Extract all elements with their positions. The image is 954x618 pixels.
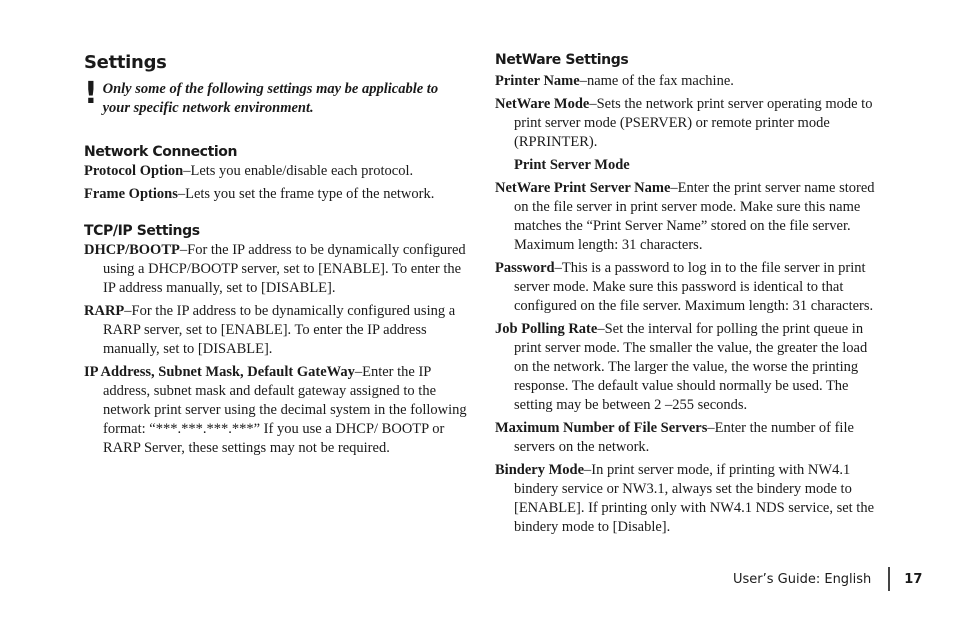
page-title: Settings [84, 52, 167, 73]
entry-rarp: RARP–For the IP address to be dynamically configured using a RARP server, set to [ENABLE]. To enter the IP address manually, set to [DISABLE]. [84, 303, 456, 357]
tcpip-heading: TCP/IP Settings [84, 223, 200, 239]
entry-netware-mode: NetWare Mode–Sets the network print server operating mode to print server mode (PSERVER) or remote printer mode (RPRINTER). [495, 96, 873, 150]
right-column [495, 52, 885, 541]
entry-max-file-servers: Maximum Number of File Servers–Enter the number of file servers on the network. [495, 420, 854, 455]
entry-printer-name: Printer Name–name of the fax machine. [495, 73, 734, 89]
left-column [84, 52, 468, 462]
footer-guide-label: User’s Guide: English [733, 571, 872, 587]
exclamation-icon: ! [84, 76, 98, 111]
entry-bindery-mode: Bindery Mode–In print server mode, if printing with NW4.1 bindery service or NW3.1, always set the bindery mode to [ENABLE]. If printing only with NW4.1 NDS service, set the bindery mode to [Disable]. [495, 462, 875, 535]
entry-protocol-option: Protocol Option–Lets you enable/disable each protocol. [84, 163, 414, 179]
note-text: Only some of the following settings may be applicable to your specific network environment. [102, 81, 439, 116]
entry-password: Password–This is a password to log in to the file server in print server mode. Make sure this password is identical to that configured on the file server. Maximum length: 31 characters. [495, 260, 874, 314]
netware-heading: NetWare Settings [495, 52, 629, 68]
entry-job-polling-rate: Job Polling Rate–Set the interval for polling the print queue in print server mode. The smaller the value, the greater the load on the network. The larger the value, the worse the printing response. The default value should normally be used. The setting may be between 2 –255 seconds. [495, 321, 868, 413]
print-server-mode-subheading: Print Server Mode [514, 157, 630, 173]
page-number: 17 [904, 571, 923, 587]
entry-frame-options: Frame Options–Lets you set the frame type of the network. [84, 186, 435, 202]
entry-ip-address: IP Address, Subnet Mask, Default GateWay–Enter the IP address, subnet mask and default gateway assigned to the network print server using the decimal system in the following format: “***.***.***.***” If you use a DHCP/ BOOTP or RARP Server, these settings may not be required. [84, 364, 467, 456]
entry-dhcp-bootp: DHCP/BOOTP–For the IP address to be dynamically configured using a DHCP/BOOTP server, set to [ENABLE]. To enter the IP address manually, set to [DISABLE]. [84, 242, 466, 296]
footer-divider [888, 567, 890, 591]
entry-print-server-name: NetWare Print Server Name–Enter the print server name stored on the file server in print server mode. Make sure this name matches the “Print Server Name” stored on the file server. Maximum length: 31 characters. [495, 180, 875, 253]
page-footer [733, 568, 922, 590]
network-connection-heading: Network Connection [84, 144, 238, 160]
note-callout [84, 76, 468, 118]
